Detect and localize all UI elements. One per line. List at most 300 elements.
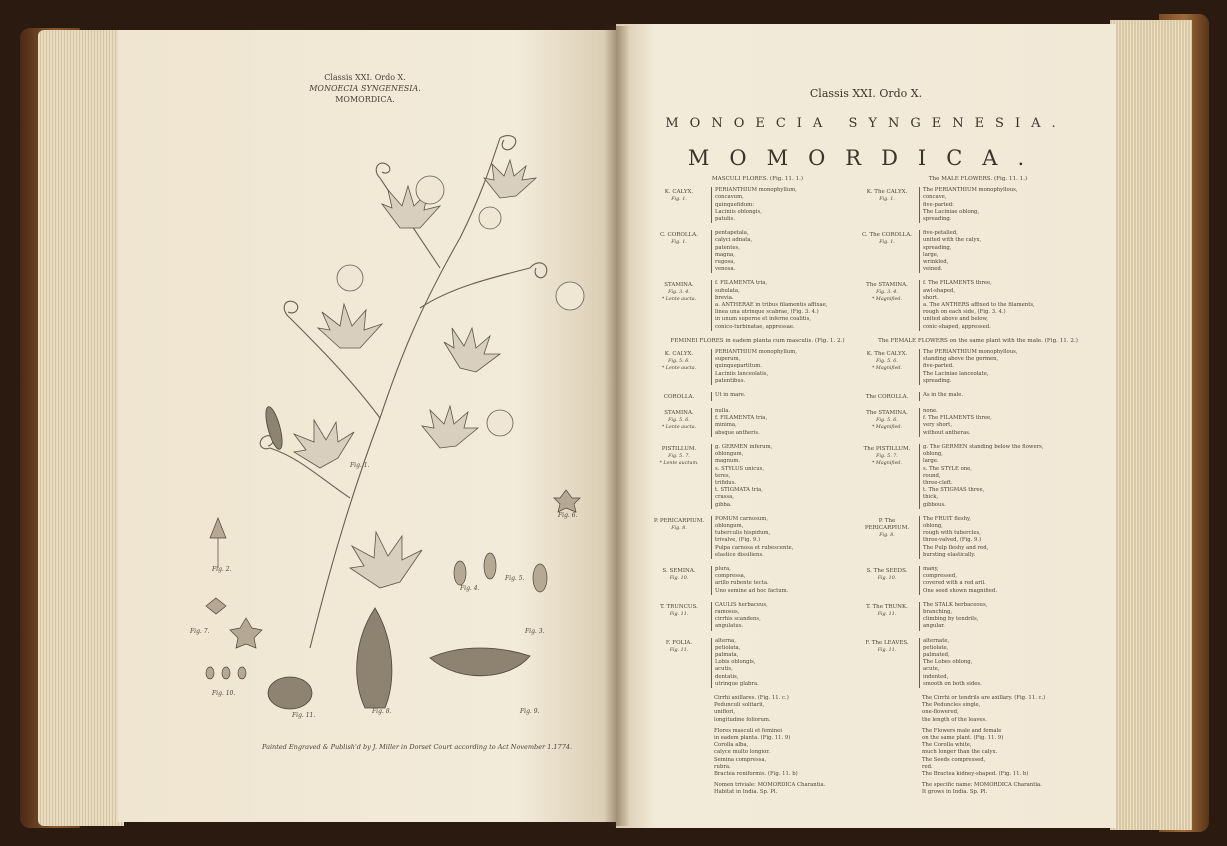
english-term-fig: Fig. 5. 7.: [876, 453, 898, 459]
english-note-line: The specific name: MOMORDICA Charantia.: [922, 782, 1042, 789]
english-note-line: on the same plant. (Fig. 11. 9): [922, 735, 1004, 741]
english-description-line: short.: [923, 294, 939, 301]
english-male-row: [858, 230, 1098, 273]
fig-label-9: Fig. 9.: [520, 708, 540, 715]
latin-description-line: PERIANTHIUM monophyllum,: [715, 187, 797, 194]
english-description-line: conic-shaped, appressed.: [923, 323, 991, 330]
latin-description-line: f. FILAMENTA tria,: [715, 280, 768, 287]
english-description-line: none.: [923, 408, 938, 415]
english-male-row: [858, 187, 1098, 223]
latin-note-line: uniflori,: [714, 709, 736, 716]
page-edges-right: [1110, 20, 1192, 830]
latin-description-line: utrinque glabra.: [715, 680, 759, 687]
english-term-name: S. The SEEDS.: [866, 567, 908, 574]
latin-term-name: COROLLA.: [663, 394, 695, 401]
english-description-line: The Laciniae lanceolate,: [923, 370, 989, 377]
leaf-2: [318, 304, 382, 348]
tendril-5: [376, 163, 390, 178]
latin-note-line: in eadem planta. (Fig. 11. 9): [714, 735, 791, 741]
english-note-line: The Flowers male and female: [922, 727, 1002, 734]
english-note-line: The Peduncles single,: [922, 702, 981, 709]
latin-description-line: conico-turbinatae, appressae.: [715, 323, 795, 330]
english-male-title: The MALE FLOWERS. (Fig. 11. 1.): [928, 176, 1028, 182]
latin-note-line: Bractea reniformis. (Fig. 11. b): [714, 771, 798, 778]
latin-term: [650, 230, 708, 273]
latin-description: [711, 444, 772, 509]
english-note-line: The Seeds compressed,: [922, 756, 986, 763]
english-description-line: round,: [923, 472, 941, 479]
english-description-line: angular.: [923, 623, 945, 630]
english-note-line: The Bractea kidney-shaped. (Fig. 11. b): [922, 771, 1029, 778]
english-description-line: rough with tubercles,: [923, 530, 981, 537]
english-note-line: The Corolla white,: [922, 742, 972, 749]
fig-label-5: Fig. 5.: [505, 575, 525, 582]
english-description-line: five-parted.: [923, 363, 954, 370]
flower-1: [416, 176, 444, 204]
english-description-line: f. The FILAMENTS three,: [923, 415, 992, 422]
fig-label-10: Fig. 10.: [212, 690, 236, 697]
english-term-name: K. The CALYX.: [866, 351, 908, 358]
seed-3: [238, 667, 246, 679]
latin-note-line: calyce multo longior.: [714, 749, 770, 756]
english-term-fig: Fig. 3. 4.: [876, 290, 898, 296]
latin-term-note: * Lente aucta.: [661, 366, 697, 372]
english-description: [919, 187, 1018, 223]
stamen-detail-2: [484, 553, 496, 579]
fig-label-2: Fig. 2.: [212, 566, 232, 573]
latin-description: [711, 638, 759, 688]
latin-male-row: [650, 230, 865, 273]
english-note-line: much longer than the calyx.: [922, 749, 998, 756]
latin-description-line: petiolata,: [715, 644, 741, 651]
english-description-line: many,: [923, 565, 939, 572]
latin-description-line: quinquefidum:: [715, 201, 754, 208]
english-description-line: smooth on both sides.: [923, 680, 982, 687]
english-note-line: red.: [922, 763, 933, 770]
english-term-fig: Fig. 1.: [879, 240, 895, 246]
english-term-name: The STAMINA.: [866, 410, 908, 417]
english-description-line: The Laciniae oblong,: [923, 208, 980, 215]
latin-female-row: [650, 602, 865, 631]
latin-description-line: trifidus.: [715, 479, 737, 486]
english-description-line: oblong,: [923, 451, 943, 458]
latin-term-name: STAMINA.: [664, 410, 694, 417]
english-female-row: [858, 349, 1098, 385]
latin-description-line: elastice dissiliens.: [715, 551, 764, 558]
fruit-fig-8: [357, 608, 392, 708]
latin-description-line: Ut in mare.: [715, 392, 746, 399]
english-description-line: The FRUIT fleshy,: [923, 515, 971, 522]
latin-term-name: K. CALYX.: [664, 189, 694, 196]
english-description-line: three-cleft.: [923, 479, 953, 486]
english-term: [858, 516, 916, 559]
flower-4: [487, 410, 513, 436]
latin-description-line: oblongum,: [715, 522, 744, 529]
english-term-fig: Fig. 1.: [879, 197, 895, 203]
english-description-line: large.: [923, 458, 939, 465]
english-term-name: F. The LEAVES.: [865, 639, 909, 646]
latin-term: [650, 638, 708, 688]
latin-term: [650, 349, 708, 385]
english-description: [919, 444, 1044, 509]
fig-label-11: Fig. 11.: [292, 712, 316, 719]
flower-detail-fig-4: [206, 598, 226, 614]
latin-term-fig: Fig. 10.: [669, 575, 689, 581]
latin-description-line: patulis.: [715, 216, 735, 223]
latin-description-line: crassa,: [715, 494, 734, 501]
latin-term-fig: Fig. 11.: [669, 647, 689, 653]
latin-description: [711, 187, 797, 223]
latin-note-line: Corolla alba,: [714, 742, 749, 749]
english-description-line: t. The STIGMAS three,: [923, 487, 985, 494]
latin-description: [711, 349, 797, 385]
english-description: [919, 280, 1035, 330]
latin-description-line: Uno semine ad hoc factum.: [715, 587, 789, 594]
english-description-line: veined.: [923, 266, 943, 273]
latin-column: [650, 174, 865, 797]
english-term-name: The STAMINA.: [866, 282, 908, 289]
latin-description-line: PERIANTHIUM monophyllum,: [715, 349, 797, 356]
latin-term-fig: Fig. 1.: [671, 240, 687, 246]
plate-genus: MOMORDICA.: [335, 95, 395, 104]
english-term-note: * Magnified.: [871, 460, 903, 466]
english-note-line: the length of the leaves.: [922, 716, 987, 723]
latin-term-fig: Fig. 5. 6.: [668, 359, 690, 365]
english-description-line: rough on each side, (Fig. 3. 4.): [923, 309, 1006, 316]
english-female-row: [858, 408, 1098, 437]
english-female-row: [858, 566, 1098, 595]
latin-description-line: concavum,: [715, 194, 744, 201]
latin-description-line: rugosa,: [715, 259, 736, 266]
english-term-fig: Fig. 5. 6.: [876, 359, 898, 365]
plate-class-order: Classis XXI. Ordo X.: [324, 73, 406, 82]
latin-description: [711, 408, 767, 437]
latin-female-title: FEMINEI FLORES in eadem planta cum masculis. (Fig. 1. 2.): [670, 337, 845, 344]
english-female-row: [858, 444, 1098, 509]
english-term: [858, 280, 916, 330]
fig-label-3: Fig. 3.: [525, 628, 545, 635]
english-note-line: one-flowered,: [922, 709, 959, 716]
leaf-7: [484, 160, 536, 198]
latin-term-name: STAMINA.: [664, 282, 694, 289]
english-description-line: As in the male.: [923, 392, 964, 399]
latin-description: [711, 566, 788, 595]
latin-description-line: compressa,: [715, 573, 746, 580]
english-description-line: The Lobes oblong,: [923, 659, 973, 666]
plate-class-title: MONOECIA SYNGENESIA.: [309, 84, 421, 93]
latin-description-line: pentapetala,: [715, 230, 749, 237]
english-term-name: K. The CALYX.: [866, 189, 908, 196]
latin-term-fig: Fig. 3. 4.: [668, 290, 690, 296]
latin-description-line: ramosus,: [715, 608, 740, 615]
latin-note-line: Semina compressa,: [714, 756, 767, 763]
latin-term-name: T. TRUNCUS.: [660, 603, 698, 610]
latin-term-name: K. CALYX.: [664, 351, 694, 358]
latin-description-line: Lobis oblongis,: [715, 659, 756, 666]
english-description: [919, 230, 981, 273]
english-description-line: very short,: [923, 422, 952, 429]
branch-right: [420, 268, 530, 308]
stamen-detail-1: [454, 561, 466, 585]
latin-term-name: S. SEMINA.: [662, 567, 696, 574]
latin-note-line: Nomen triviale: MOMORDICA Charantia.: [714, 782, 826, 789]
english-description: [919, 602, 987, 631]
english-description-line: spreading.: [923, 377, 952, 384]
latin-description-line: gibba.: [715, 501, 732, 508]
latin-description-line: superum,: [715, 356, 741, 363]
english-description: [919, 392, 963, 401]
flower-2: [337, 265, 363, 291]
english-column: [858, 174, 1098, 797]
latin-description-line: POMUM carnosum,: [715, 515, 768, 522]
latin-female-row: [650, 392, 865, 401]
latin-note-line: longitudine foliorum.: [714, 716, 771, 723]
english-description-line: oblong,: [923, 522, 943, 529]
english-description-line: covered with a red aril.: [923, 580, 986, 587]
english-description-line: a. The ANTHERS affixed to the filaments,: [923, 302, 1035, 309]
english-term: [858, 187, 916, 223]
latin-female-row: [650, 638, 865, 688]
latin-description-line: dentatis,: [715, 673, 739, 680]
fig-label-8: Fig. 8.: [372, 708, 392, 715]
latin-term: [650, 408, 708, 437]
english-description-line: One seed shown magnified.: [923, 587, 998, 594]
english-description-line: The STALK herbaceous,: [923, 601, 988, 608]
english-description-line: climbing by tendrils,: [923, 616, 979, 623]
english-description-line: spreading,: [923, 244, 952, 251]
english-term: [858, 638, 916, 688]
latin-description-line: brevia.: [715, 294, 734, 301]
english-term-name: The PISTILLUM.: [863, 445, 911, 452]
tendril-3: [530, 263, 547, 278]
fruit-section-fig-11: [268, 677, 312, 709]
english-description-line: f. The FILAMENTS three,: [923, 280, 992, 287]
latin-description-line: Pulpa carnosa et rubescente,: [715, 544, 794, 551]
english-description-line: spreading.: [923, 216, 952, 223]
latin-description-line: g. GERMEN inferum,: [715, 443, 773, 450]
latin-term-note: * Lente auctum.: [659, 460, 699, 466]
latin-description-line: oblongum,: [715, 451, 744, 458]
latin-description: [711, 392, 746, 401]
english-description-line: branching,: [923, 608, 953, 615]
latin-description-line: patentibus.: [715, 377, 746, 384]
english-description-line: wrinkled,: [923, 259, 949, 266]
latin-description-line: trivalve, (Fig. 9.): [715, 537, 761, 544]
latin-description-line: in unum superne et inferne coalitis,: [715, 316, 811, 323]
fruit-fig-9: [430, 648, 530, 676]
english-female-row: [858, 602, 1098, 631]
latin-term-fig: Fig. 5. 7.: [668, 453, 690, 459]
latin-term-name: P. PERICARPIUM.: [653, 517, 705, 524]
english-female-row: [858, 516, 1098, 559]
latin-female-row: [650, 444, 865, 509]
latin-description-line: a. ANTHERAE in tribus filamentis affixae,: [715, 302, 828, 309]
leaf-5: [350, 532, 422, 588]
english-term-fig: Fig. 10.: [877, 575, 897, 581]
latin-term: [650, 392, 708, 401]
flower-3: [556, 282, 584, 310]
latin-description-line: linea una utrinque scabrae, (Fig. 3. 4.): [715, 309, 819, 316]
english-term-fig: Fig. 11.: [877, 611, 897, 617]
stamen-detail-3: [533, 564, 547, 592]
latin-note-line: rubra.: [714, 763, 731, 770]
english-male-row: [858, 280, 1098, 330]
latin-description-line: plura,: [715, 565, 731, 572]
leaf-3: [444, 328, 500, 372]
english-description-line: g. The GERMEN standing below the flowers,: [923, 443, 1044, 450]
momordica-illustration: [190, 118, 590, 738]
latin-description-line: venosa.: [715, 266, 736, 273]
latin-description-line: arillo rubente tecta.: [715, 580, 769, 587]
english-note-line: It grows in India. Sp. Pl.: [922, 789, 988, 796]
leaf-6: [422, 406, 478, 448]
english-term-note: * Magnified.: [871, 366, 903, 372]
pistil-detail: [210, 518, 226, 568]
latin-term-note: * Lente aucta.: [661, 425, 697, 431]
english-description-line: acute,: [923, 666, 940, 673]
latin-term: [650, 602, 708, 631]
english-description-line: bursting elastically.: [923, 551, 976, 558]
english-description-line: united above and below,: [923, 316, 989, 323]
latin-male-title: MASCULI FLORES. (Fig. 11. 1.): [711, 176, 804, 182]
english-description-line: three-valved, (Fig. 9.): [923, 537, 982, 544]
latin-description-line: calyci adnata,: [715, 237, 753, 244]
latin-description: [711, 230, 752, 273]
english-term-note: * Magnified.: [871, 425, 903, 431]
english-description-line: five-parted:: [923, 201, 954, 208]
english-term: [858, 444, 916, 509]
latin-description: [711, 280, 827, 330]
plate-header: [290, 72, 440, 105]
latin-description-line: CAULIS herbaceus,: [715, 601, 768, 608]
english-description-line: concave,: [923, 194, 947, 201]
latin-term-fig: Fig. 11.: [669, 611, 689, 617]
english-description-line: thick,: [923, 494, 939, 501]
english-description-line: large,: [923, 251, 939, 258]
germen-fig-7: [263, 405, 286, 451]
english-description-line: petiolate,: [923, 644, 949, 651]
text-class-order: Classis XXI. Ordo X.: [809, 87, 923, 100]
latin-term-note: * Lente aucta.: [661, 297, 697, 303]
english-term: [858, 566, 916, 595]
latin-description-line: alterna,: [715, 637, 736, 644]
english-description: [919, 638, 982, 688]
english-term-name: T. The TRUNK.: [866, 603, 908, 610]
english-description-line: alternate,: [923, 637, 950, 644]
latin-note-line: Habitat in India. Sp. Pl.: [714, 789, 778, 796]
seed-2: [222, 667, 230, 679]
text-genus-title: MOMORDICA.: [687, 146, 1045, 170]
latin-description: [711, 602, 768, 631]
fig-label-1: Fig. 1.: [350, 462, 370, 469]
english-description-line: without antheras.: [923, 429, 971, 436]
latin-term-name: F. FOLIA.: [665, 639, 693, 646]
latin-description: [711, 516, 793, 559]
tendril-1: [500, 136, 516, 150]
latin-note-line: Flores masculi et feminei: [714, 727, 782, 734]
latin-term-name: C. COROLLA.: [660, 232, 698, 239]
english-description-line: five-petalled,: [923, 230, 958, 237]
latin-term-fig: Fig. 1.: [671, 197, 687, 203]
english-term-fig: Fig. 5. 6.: [876, 418, 898, 424]
latin-description-line: nulla.: [715, 408, 731, 415]
fig-label-4: Fig. 4.: [460, 585, 480, 592]
english-term-name: The COROLLA.: [865, 394, 909, 401]
english-note-line: The Cirrhi or tendrils are axillary. (Fig. 11. c.): [922, 694, 1046, 701]
latin-note-line: Cirrhi axillares. (Fig. 11. c.): [714, 694, 789, 701]
latin-note-line: Pedunculi solitarii,: [714, 702, 765, 709]
latin-description-line: Laciniis oblongis,: [715, 208, 762, 215]
latin-term: [650, 566, 708, 595]
latin-female-row: [650, 566, 865, 595]
english-description: [919, 516, 988, 559]
english-term-fig: Fig. 11.: [877, 647, 897, 653]
english-description-line: The Pulp fleshy and red,: [923, 544, 989, 551]
latin-description-line: magnum.: [715, 458, 741, 465]
latin-description-line: magna,: [715, 251, 735, 258]
english-description-line: indented,: [923, 673, 949, 680]
english-female-title: The FEMALE FLOWERS on the same plant with the male. (Fig. 11. 2.): [878, 337, 1078, 344]
english-description-line: compressed,: [923, 573, 957, 580]
latin-description-line: teres,: [715, 472, 731, 479]
leaf-4: [294, 420, 354, 468]
latin-description-line: f. FILAMENTA tria,: [715, 415, 768, 422]
latin-description-line: angulatus.: [715, 623, 744, 630]
english-description-line: standing above the germen,: [923, 356, 999, 363]
calyx-detail-fig-5: [230, 618, 262, 648]
text-class-title: MONOECIA SYNGENESIA.: [665, 116, 1067, 131]
latin-description-line: s. STYLUS unicus,: [715, 465, 765, 472]
latin-male-row: [650, 280, 865, 330]
english-description-line: s. The STYLE one,: [923, 465, 972, 472]
english-description-line: gibbous.: [923, 501, 946, 508]
english-term-name: P. The PERICARPIUM.: [864, 517, 910, 531]
fig-label-7: Fig. 7.: [190, 628, 210, 635]
latin-term: [650, 516, 708, 559]
fig-label-6: Fig. 6.: [558, 512, 578, 519]
latin-description-line: minima,: [715, 422, 737, 429]
flower-5: [479, 207, 501, 229]
latin-description-line: cirrhis scandens,: [715, 616, 761, 623]
latin-description-line: subulata,: [715, 287, 740, 294]
calyx-detail-fig-6: [554, 490, 580, 512]
latin-term-name: PISTILLUM.: [661, 445, 697, 452]
english-term-fig: Fig. 8.: [879, 532, 895, 538]
latin-term-fig: Fig. 8.: [671, 525, 687, 531]
english-term: [858, 349, 916, 385]
english-description: [919, 566, 997, 595]
english-description-line: The PERIANTHIUM monophyllous,: [923, 187, 1018, 194]
latin-description-line: t. STIGMATA tria,: [715, 487, 763, 494]
english-female-row: [858, 392, 1098, 401]
english-term: [858, 408, 916, 437]
tendril-2: [284, 301, 298, 318]
latin-female-row: [650, 349, 865, 385]
english-term-note: * Magnified.: [871, 297, 903, 303]
plate-imprint: Painted Engraved & Publish'd by J. Miller in Dorset Court according to Act November 1.1774.: [262, 743, 573, 751]
english-description-line: united with the calyx,: [923, 237, 982, 244]
latin-term: [650, 444, 708, 509]
english-description-line: The PERIANTHIUM monophyllous,: [923, 349, 1018, 356]
latin-description-line: quinquepartitum.: [715, 363, 762, 370]
latin-term-fig: Fig. 5. 6.: [668, 418, 690, 424]
latin-male-row: [650, 187, 865, 223]
latin-description-line: absque antheris.: [715, 429, 760, 436]
latin-female-row: [650, 516, 865, 559]
latin-description-line: patentes,: [715, 244, 740, 251]
latin-description-line: Laciniis lanceolatis,: [715, 370, 769, 377]
english-term: [858, 230, 916, 273]
